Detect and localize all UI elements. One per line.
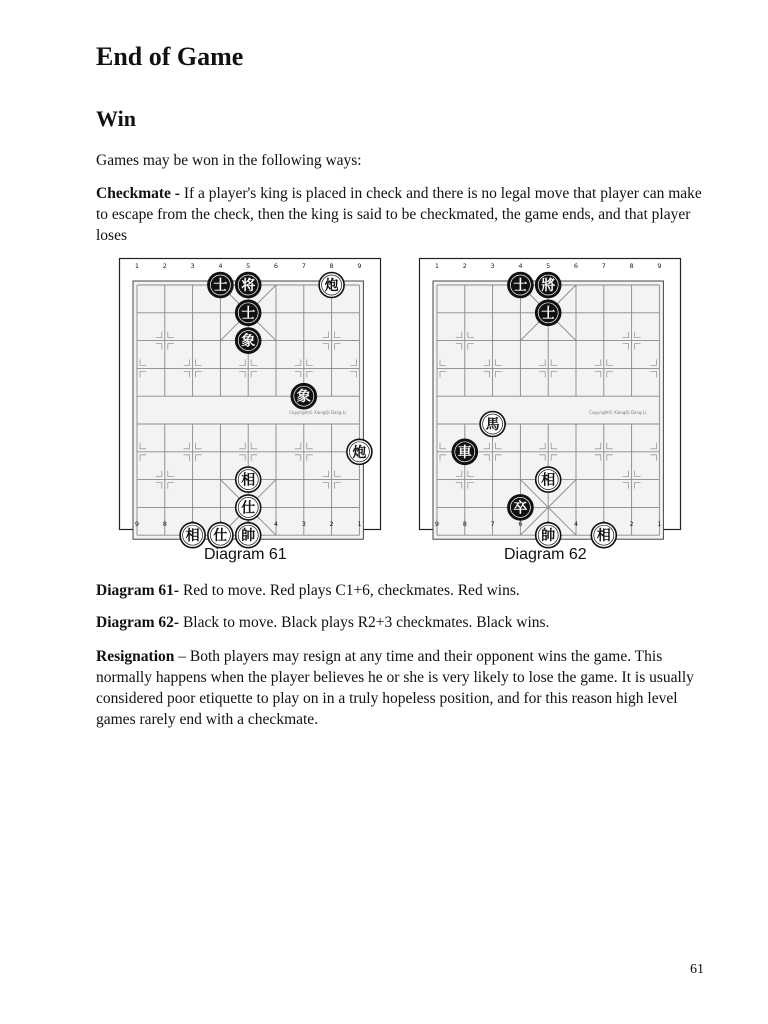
board-watermark: Copyright© XiangQi Dang Li xyxy=(589,410,647,416)
piece-character: 炮 xyxy=(352,444,367,461)
red-piece xyxy=(236,467,261,492)
file-label-top: 2 xyxy=(162,262,167,270)
file-label-bottom: 4 xyxy=(273,520,279,528)
file-label-top: 3 xyxy=(490,262,495,270)
piece-character: 炮 xyxy=(324,278,339,294)
piece-character: 將 xyxy=(541,278,556,294)
piece-character: 車 xyxy=(457,444,472,461)
file-label-top: 5 xyxy=(246,262,251,270)
file-label-top: 8 xyxy=(629,262,634,270)
red-piece xyxy=(319,273,344,298)
caption-diagram-62: Diagram 62 xyxy=(504,546,587,563)
file-label-bottom: 3 xyxy=(301,520,306,528)
section-heading-win: Win xyxy=(96,106,136,131)
page-heading: End of Game xyxy=(96,42,244,71)
file-label-top: 9 xyxy=(657,262,662,270)
red-piece xyxy=(536,467,561,492)
black-piece xyxy=(452,439,477,464)
resignation-paragraph xyxy=(96,646,708,730)
black-piece xyxy=(236,300,261,325)
file-label-bottom: 4 xyxy=(573,520,579,528)
file-label-top: 4 xyxy=(518,262,523,270)
black-piece xyxy=(291,384,316,409)
file-label-bottom: 2 xyxy=(329,520,334,528)
piece-character: 相 xyxy=(185,528,200,545)
diagram-62-description xyxy=(96,612,708,633)
piece-character: 相 xyxy=(541,472,556,489)
diagram-62-term: Diagram 62- xyxy=(96,614,180,631)
piece-character: 相 xyxy=(596,528,611,545)
piece-character: 将 xyxy=(241,278,256,294)
xiangqi-board-61 xyxy=(119,258,381,545)
diagram-61-description xyxy=(96,580,708,601)
piece-character: 馬 xyxy=(485,417,500,433)
red-piece xyxy=(236,523,261,548)
black-piece xyxy=(536,300,561,325)
diagram-61-text: Red to move. Red plays C1+6, checkmates. Red wins. xyxy=(179,582,520,599)
file-label-bottom: 9 xyxy=(134,520,140,528)
resignation-term: Resignation xyxy=(96,648,175,665)
piece-character: 士 xyxy=(541,305,556,322)
file-label-top: 7 xyxy=(301,262,306,270)
checkmate-text: If a player's king is placed in check and there is no legal move that player can make to escape from the check, then the king is said to be checkmated, the game ends, and that player loses xyxy=(96,185,702,244)
board-diagram-62 xyxy=(419,258,681,545)
file-label-bottom: 8 xyxy=(162,520,167,528)
intro-paragraph: Games may be won in the following ways: xyxy=(96,152,362,169)
file-label-top: 7 xyxy=(601,262,606,270)
red-piece xyxy=(536,523,561,548)
piece-character: 象 xyxy=(296,389,311,406)
file-label-bottom: 1 xyxy=(357,520,362,528)
black-piece xyxy=(508,495,533,520)
black-piece xyxy=(208,273,233,298)
black-piece xyxy=(236,328,261,353)
file-label-bottom: 2 xyxy=(629,520,634,528)
checkmate-term: Checkmate - xyxy=(96,185,180,202)
file-label-top: 1 xyxy=(134,262,140,270)
piece-character: 士 xyxy=(513,278,528,294)
piece-character: 帥 xyxy=(541,528,556,545)
file-label-top: 1 xyxy=(434,262,440,270)
piece-character: 士 xyxy=(241,305,256,322)
file-label-bottom: 8 xyxy=(462,520,467,528)
xiangqi-board-62 xyxy=(419,258,681,545)
black-piece xyxy=(236,273,261,298)
piece-character: 仕 xyxy=(241,500,256,517)
red-piece xyxy=(480,412,505,437)
piece-character: 帥 xyxy=(241,528,256,545)
page-number: 61 xyxy=(690,962,704,977)
black-piece xyxy=(536,273,561,298)
resignation-text: – Both players may resign at any time and their opponent wins the game. This normally happens when the player believes he or she is very likely to lose the game. It is usually considered poor etiquette to play on in a truly hopeless position, and for this reason high level games rarely end with a checkmate. xyxy=(96,648,694,728)
diagram-61-term: Diagram 61- xyxy=(96,582,180,599)
file-label-top: 5 xyxy=(546,262,551,270)
file-label-bottom: 6 xyxy=(518,520,523,528)
piece-character: 士 xyxy=(213,278,228,294)
board-diagram-61 xyxy=(119,258,381,545)
checkmate-paragraph xyxy=(96,183,708,246)
file-label-top: 4 xyxy=(218,262,223,270)
red-piece xyxy=(347,439,372,464)
red-piece xyxy=(591,523,616,548)
file-label-bottom: 9 xyxy=(434,520,440,528)
file-label-bottom: 1 xyxy=(657,520,662,528)
file-label-top: 3 xyxy=(190,262,195,270)
board-watermark: Copyright© XiangQi Dang Li xyxy=(289,410,347,416)
file-label-bottom: 7 xyxy=(490,520,495,528)
red-piece xyxy=(236,495,261,520)
piece-character: 相 xyxy=(241,472,256,489)
piece-character: 象 xyxy=(241,333,256,350)
red-piece xyxy=(180,523,205,548)
file-label-top: 8 xyxy=(329,262,334,270)
black-piece xyxy=(508,273,533,298)
piece-character: 卒 xyxy=(513,500,528,517)
file-label-top: 6 xyxy=(273,262,279,270)
file-label-top: 6 xyxy=(573,262,579,270)
red-piece xyxy=(208,523,233,548)
file-label-top: 9 xyxy=(357,262,362,270)
diagram-62-text: Black to move. Black plays R2+3 checkmates. Black wins. xyxy=(179,614,550,631)
file-label-top: 2 xyxy=(462,262,467,270)
caption-diagram-61: Diagram 61 xyxy=(204,546,287,563)
piece-character: 仕 xyxy=(213,528,228,545)
